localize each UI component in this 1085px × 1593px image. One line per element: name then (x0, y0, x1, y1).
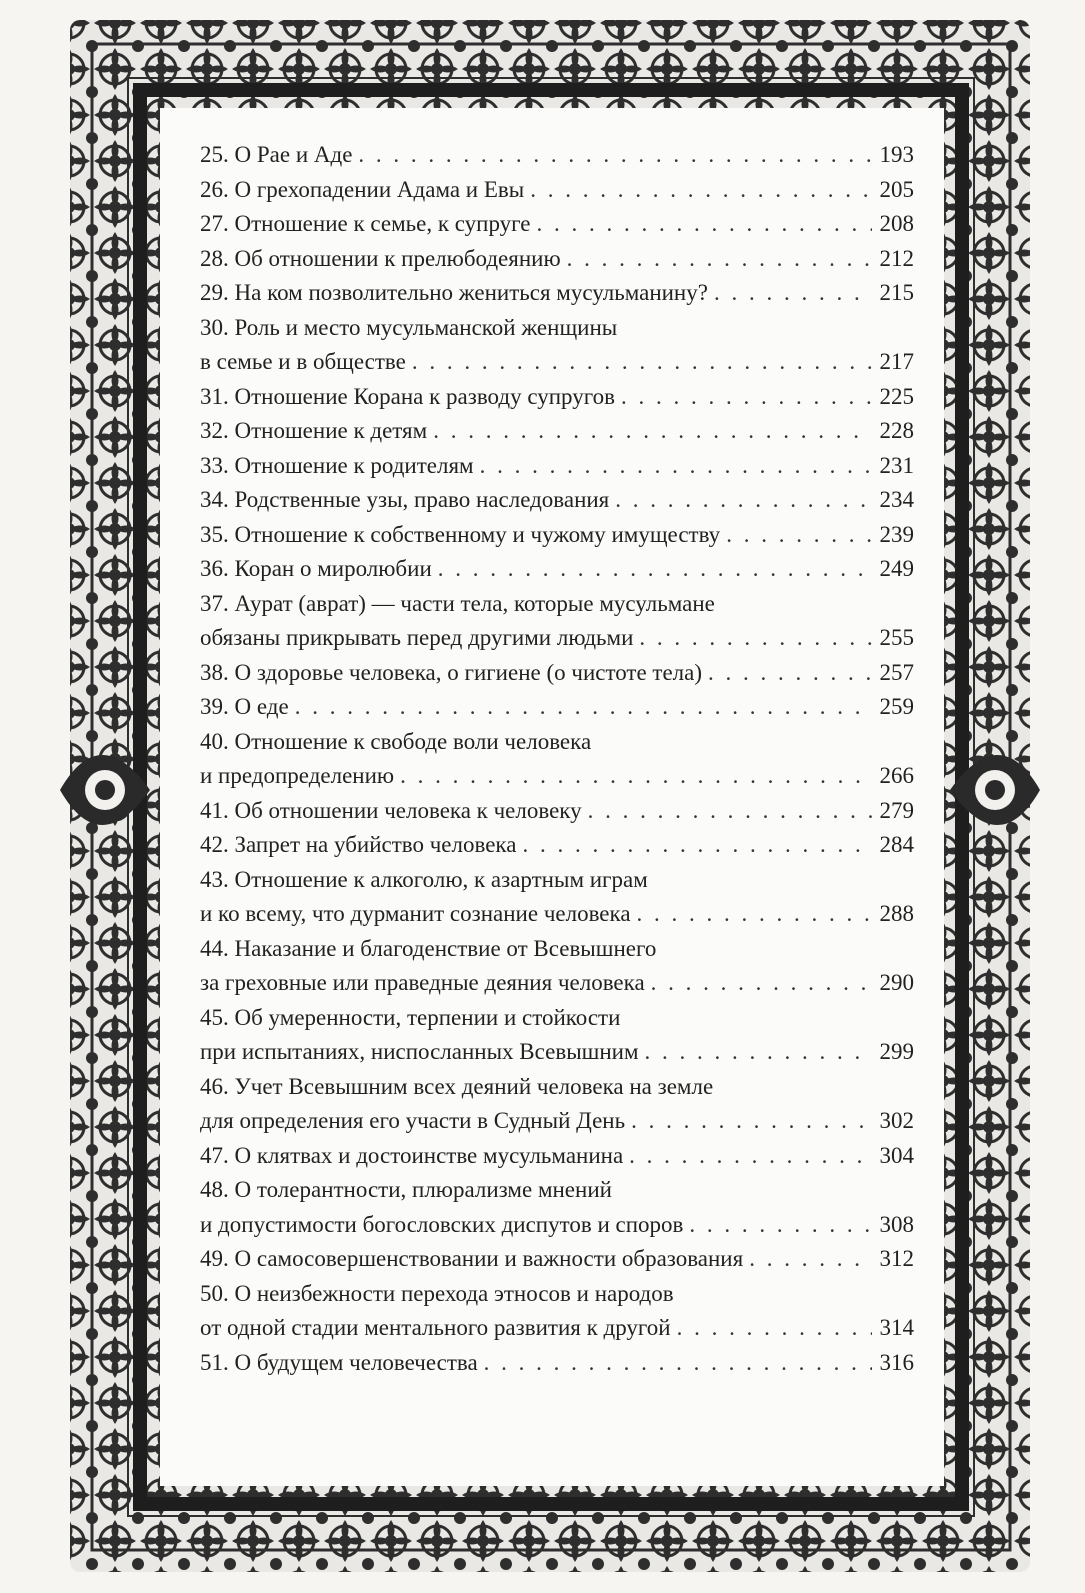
dot-leader (352, 138, 872, 173)
dot-leader (639, 1035, 872, 1070)
toc-entry-page-number: 217 (879, 349, 914, 374)
toc-entry-page-number: 284 (879, 832, 914, 857)
toc-entry-title-line: 48. О толерантности, плюрализме мнений (200, 1177, 612, 1202)
dot-leader (432, 552, 872, 587)
toc-entry-line (200, 380, 914, 415)
toc-entry[interactable] (200, 1070, 914, 1139)
dot-leader (406, 345, 872, 380)
dot-leader (743, 1242, 872, 1277)
toc-entry-line (200, 1104, 914, 1139)
toc-entry-page-number: 255 (879, 625, 914, 650)
dot-leader (631, 897, 872, 932)
toc-entry-line (200, 207, 914, 242)
toc-entry-line (200, 552, 914, 587)
dot-leader (671, 1311, 872, 1346)
toc-entry-page-number: 290 (879, 970, 914, 995)
toc-entry-page-number: 225 (879, 383, 914, 409)
toc-entry-line (200, 1035, 914, 1070)
toc-entry-line (200, 828, 914, 863)
dot-leader (394, 759, 872, 794)
toc-entry-line (200, 483, 914, 518)
toc-entry-line (200, 966, 914, 1001)
toc-entry-title-line: и предопределению (200, 763, 395, 788)
toc-entry[interactable] (200, 414, 914, 449)
toc-entry[interactable] (200, 1346, 914, 1381)
toc-entry-title-line: 25. О Рае и Аде (200, 142, 353, 167)
toc-entry-line (200, 690, 914, 725)
toc-entry-line (200, 621, 914, 656)
toc-entry-title-line: 38. О здоровье человека, о гигиене (о чистоте тела) (200, 659, 703, 685)
toc-entry-title-line: для определения его участи в Судный День (200, 1108, 626, 1133)
toc-entry[interactable] (200, 138, 914, 173)
dot-leader (531, 207, 872, 242)
toc-entry[interactable] (200, 690, 914, 725)
toc-entry[interactable] (200, 1242, 914, 1277)
toc-entry-line (200, 794, 914, 829)
toc-entry[interactable] (200, 587, 914, 656)
toc-entry[interactable] (200, 483, 914, 518)
toc-entry-title-line: 37. Аурат (аврат) — части тела, которые мусульмане (200, 590, 715, 616)
toc-entry-line (200, 1208, 914, 1243)
toc-entry-title-line: в семье и в обществе (200, 349, 406, 374)
toc-entry[interactable] (200, 932, 914, 1001)
toc-entry-page-number: 279 (879, 797, 914, 823)
dot-leader (720, 518, 872, 553)
toc-entry-page-number: 239 (879, 521, 914, 547)
toc-entry-title-line: 30. Роль и место мусульманской женщины (200, 314, 618, 340)
toc-entry-title-line: 47. О клятвах и достоинстве мусульманина (200, 1142, 624, 1168)
toc-entry-line (200, 518, 914, 553)
toc-entry-page-number: 299 (879, 1039, 914, 1064)
toc-panel (160, 108, 944, 1486)
toc-entry-page-number: 266 (879, 763, 914, 788)
toc-entry-title-line: 29. На ком позволительно жениться мусульманину? (200, 280, 708, 305)
toc-entry-page-number: 316 (879, 1349, 914, 1375)
toc-entry-title-line: обязаны прикрывать перед другими людьми (200, 625, 634, 650)
toc-entry[interactable] (200, 380, 914, 415)
toc-entry-title-line: 31. Отношение Корана к разводу супругов (200, 383, 615, 409)
toc-entry[interactable] (200, 1001, 914, 1070)
toc-entry-page-number: 302 (879, 1108, 914, 1133)
toc-entry-title-line: при испытаниях, ниспосланных Всевышним (200, 1039, 639, 1064)
toc-entry-line (200, 759, 914, 794)
toc-entry-line (200, 345, 914, 380)
dot-leader (582, 794, 872, 829)
toc-entry[interactable] (200, 725, 914, 794)
dot-leader (474, 449, 872, 484)
toc-entry[interactable] (200, 518, 914, 553)
toc-entry-line (200, 656, 914, 691)
toc-entry-line (200, 449, 914, 484)
toc-entry-page-number: 257 (879, 659, 914, 685)
toc-entry-title-line: 35. Отношение к собственному и чужому имуществу (200, 521, 721, 547)
dot-leader (427, 414, 872, 449)
toc-entry-line (200, 1139, 914, 1174)
toc-entry-page-number: 228 (879, 418, 914, 443)
dot-leader (625, 1104, 872, 1139)
toc-entry-line (200, 242, 914, 277)
toc-entry-title-line: 45. Об умеренности, терпении и стойкости (200, 1004, 621, 1030)
toc-entry-title-line: и допустимости богословских диспутов и споров (200, 1211, 684, 1237)
toc-entry-title-line: 32. Отношение к детям (200, 418, 428, 443)
toc-entry-title-line: 40. Отношение к свободе воли человека (200, 728, 592, 754)
dot-leader (609, 483, 872, 518)
toc-entry-line (200, 1346, 914, 1381)
toc-entry-line (200, 1242, 914, 1277)
toc-entry-line (200, 173, 914, 208)
dot-leader (633, 621, 872, 656)
toc-entry-title-line: 28. Об отношении к прелюбодеянию (200, 245, 561, 271)
toc-entry[interactable] (200, 276, 914, 311)
toc-entry[interactable] (200, 173, 914, 208)
toc-entry[interactable] (200, 207, 914, 242)
toc-entry-title-line: 46. Учет Всевышним всех деяний человека на земле (200, 1073, 714, 1099)
toc-entry-title-line: 39. О еде (200, 694, 289, 719)
toc-entry-title-line: 33. Отношение к родителям (200, 452, 474, 478)
toc-entry-title-line: 44. Наказание и благоденствие от Всевышнего (200, 935, 657, 961)
toc-entry-title-line: 26. О грехопадении Адама и Евы (200, 176, 525, 202)
toc-entry-page-number: 314 (879, 1315, 914, 1340)
toc-entry-page-number: 208 (879, 211, 914, 236)
toc-entry[interactable] (200, 449, 914, 484)
dot-leader (702, 656, 872, 691)
toc-entry-title-line: 51. О будущем человечества (200, 1349, 478, 1375)
toc-entry-line (200, 897, 914, 932)
toc-entry[interactable] (200, 656, 914, 691)
dot-leader (645, 966, 872, 1001)
toc-entry[interactable] (200, 828, 914, 863)
toc-entry-page-number: 234 (879, 487, 914, 512)
toc-entry-page-number: 312 (879, 1246, 914, 1271)
toc-entry-title-line: за греховные или праведные деяния человека (200, 970, 645, 995)
toc-entry-page-number: 215 (879, 280, 914, 305)
dot-leader (478, 1346, 872, 1381)
toc-entry-page-number: 205 (879, 176, 914, 202)
toc-entry-page-number: 259 (879, 694, 914, 719)
toc-entry-title-line: от одной стадии ментального развития к другой (200, 1315, 671, 1340)
dot-leader (289, 690, 872, 725)
toc-entry[interactable] (200, 794, 914, 829)
toc-entry-page-number: 193 (879, 142, 914, 167)
toc-entry[interactable] (200, 863, 914, 932)
toc-entry-title-line: 27. Отношение к семье, к супруге (200, 211, 531, 236)
dot-leader (615, 380, 872, 415)
dot-leader (708, 276, 872, 311)
toc-entry-line (200, 138, 914, 173)
toc-entry-title-line: 50. О неизбежности перехода этносов и народов (200, 1280, 674, 1306)
toc-entry-page-number: 212 (879, 245, 914, 271)
toc-entry[interactable] (200, 311, 914, 380)
toc-entry-page-number: 304 (879, 1142, 914, 1168)
toc-entry[interactable] (200, 1277, 914, 1346)
toc-entry-title-line: 43. Отношение к алкоголю, к азартным играм (200, 866, 648, 892)
toc-entry-page-number: 249 (879, 556, 914, 581)
dot-leader (561, 242, 872, 277)
toc-entry-line (200, 414, 914, 449)
dot-leader (683, 1208, 872, 1243)
dot-leader (516, 828, 872, 863)
table-of-contents (200, 138, 914, 1380)
toc-entry[interactable] (200, 242, 914, 277)
toc-entry-title-line: 42. Запрет на убийство человека (200, 832, 517, 857)
dot-leader (623, 1139, 872, 1174)
toc-entry[interactable] (200, 552, 914, 587)
toc-entry-title-line: 36. Коран о миролюбии (200, 556, 432, 581)
toc-entry-page-number: 308 (879, 1211, 914, 1237)
toc-entry[interactable] (200, 1139, 914, 1174)
dot-leader (524, 173, 872, 208)
toc-entry-title-line: 34. Родственные узы, право наследования (200, 487, 610, 512)
toc-entry-title-line: 41. Об отношении человека к человеку (200, 797, 582, 823)
toc-entry[interactable] (200, 1173, 914, 1242)
toc-entry-page-number: 231 (879, 452, 914, 478)
toc-entry-line (200, 1311, 914, 1346)
toc-entry-title-line: и ко всему, что дурманит сознание человека (200, 901, 631, 926)
toc-entry-page-number: 288 (879, 901, 914, 926)
toc-entry-line (200, 276, 914, 311)
toc-entry-title-line: 49. О самосовершенствовании и важности образования (200, 1246, 744, 1271)
